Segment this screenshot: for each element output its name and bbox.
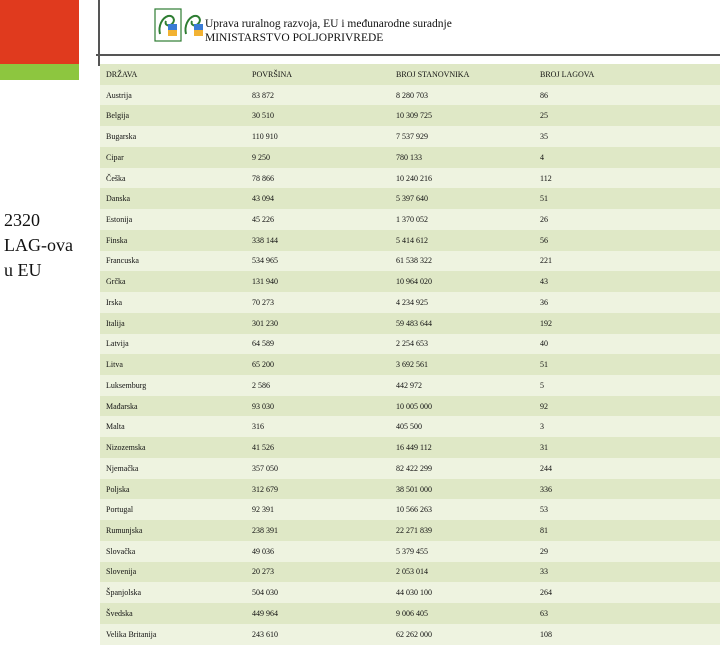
area-cell: 83 872 <box>246 85 390 106</box>
area-cell: 49 036 <box>246 541 390 562</box>
population-cell: 10 005 000 <box>390 396 534 417</box>
country-cell: Španjolska <box>100 582 246 603</box>
area-cell: 316 <box>246 416 390 437</box>
area-cell: 65 200 <box>246 354 390 375</box>
population-cell: 22 271 839 <box>390 520 534 541</box>
country-cell: Slovenija <box>100 562 246 583</box>
lag-count-cell: 92 <box>534 396 720 417</box>
lag-count-cell: 108 <box>534 624 720 645</box>
table-row <box>100 479 720 500</box>
column-header-country: DRŽAVA <box>100 64 246 85</box>
country-cell: Finska <box>100 230 246 251</box>
country-cell: Latvija <box>100 334 246 355</box>
column-header-population: BROJ STANOVNIKA <box>390 64 534 85</box>
country-cell: Portugal <box>100 499 246 520</box>
lag-count-cell: 112 <box>534 168 720 189</box>
lag-count-cell: 26 <box>534 209 720 230</box>
table-row <box>100 292 720 313</box>
area-cell: 78 866 <box>246 168 390 189</box>
population-cell: 10 240 216 <box>390 168 534 189</box>
population-cell: 7 537 929 <box>390 126 534 147</box>
population-cell: 1 370 052 <box>390 209 534 230</box>
population-cell: 44 030 100 <box>390 582 534 603</box>
lag-count-cell: 192 <box>534 313 720 334</box>
table-row <box>100 334 720 355</box>
population-cell: 61 538 322 <box>390 251 534 272</box>
table-row <box>100 499 720 520</box>
lag-count-cell: 56 <box>534 230 720 251</box>
table-row <box>100 458 720 479</box>
column-header-lag-count: BROJ LAGOVA <box>534 64 720 85</box>
lag-count-cell: 43 <box>534 271 720 292</box>
country-cell: Češka <box>100 168 246 189</box>
country-cell: Bugarska <box>100 126 246 147</box>
table-row <box>100 147 720 168</box>
country-cell: Velika Britanija <box>100 624 246 645</box>
population-cell: 10 964 020 <box>390 271 534 292</box>
area-cell: 534 965 <box>246 251 390 272</box>
table-row <box>100 313 720 334</box>
country-cell: Luksemburg <box>100 375 246 396</box>
header-title-line1: Uprava ruralnog razvoja, EU i međunarodne suradnje <box>205 18 452 30</box>
country-cell: Malta <box>100 416 246 437</box>
population-cell: 5 379 455 <box>390 541 534 562</box>
table-row <box>100 582 720 603</box>
area-cell: 449 964 <box>246 603 390 624</box>
table-row <box>100 188 720 209</box>
table-row <box>100 271 720 292</box>
table-row <box>100 562 720 583</box>
lag-table <box>100 64 720 645</box>
vertical-rule <box>98 0 100 66</box>
area-cell: 70 273 <box>246 292 390 313</box>
area-cell: 357 050 <box>246 458 390 479</box>
table-row <box>100 168 720 189</box>
lag-count-region: u EU <box>4 260 42 280</box>
lag-count-cell: 221 <box>534 251 720 272</box>
lag-count-cell: 31 <box>534 437 720 458</box>
table-header-row <box>100 64 720 85</box>
country-cell: Austrija <box>100 85 246 106</box>
area-cell: 64 589 <box>246 334 390 355</box>
population-cell: 38 501 000 <box>390 479 534 500</box>
population-cell: 10 309 725 <box>390 105 534 126</box>
table-row <box>100 375 720 396</box>
area-cell: 20 273 <box>246 562 390 583</box>
area-cell: 93 030 <box>246 396 390 417</box>
page-title <box>205 17 452 45</box>
population-cell: 62 262 000 <box>390 624 534 645</box>
area-cell: 43 094 <box>246 188 390 209</box>
table-row <box>100 437 720 458</box>
column-header-area: POVRŠINA <box>246 64 390 85</box>
population-cell: 2 053 014 <box>390 562 534 583</box>
lag-count-cell: 63 <box>534 603 720 624</box>
country-cell: Cipar <box>100 147 246 168</box>
table-row <box>100 230 720 251</box>
table-row <box>100 209 720 230</box>
population-cell: 59 483 644 <box>390 313 534 334</box>
lag-count-cell: 264 <box>534 582 720 603</box>
country-cell: Litva <box>100 354 246 375</box>
population-cell: 442 972 <box>390 375 534 396</box>
table-row <box>100 354 720 375</box>
table-row <box>100 105 720 126</box>
population-cell: 16 449 112 <box>390 437 534 458</box>
table-row <box>100 126 720 147</box>
population-cell: 2 254 653 <box>390 334 534 355</box>
lag-count-cell: 86 <box>534 85 720 106</box>
lag-count-cell: 40 <box>534 334 720 355</box>
lag-count-cell: 3 <box>534 416 720 437</box>
table-row <box>100 416 720 437</box>
population-cell: 405 500 <box>390 416 534 437</box>
area-cell: 301 230 <box>246 313 390 334</box>
lag-count-cell: 29 <box>534 541 720 562</box>
population-cell: 780 133 <box>390 147 534 168</box>
lag-count-cell: 53 <box>534 499 720 520</box>
lag-count-cell: 81 <box>534 520 720 541</box>
area-cell: 131 940 <box>246 271 390 292</box>
country-cell: Francuska <box>100 251 246 272</box>
table-row <box>100 396 720 417</box>
lag-count-cell: 336 <box>534 479 720 500</box>
lag-count-cell: 36 <box>534 292 720 313</box>
lag-count-cell: 5 <box>534 375 720 396</box>
country-cell: Njemačka <box>100 458 246 479</box>
area-cell: 30 510 <box>246 105 390 126</box>
population-cell: 3 692 561 <box>390 354 534 375</box>
lag-count-cell: 33 <box>534 562 720 583</box>
header-title-line2: MINISTARSTVO POLJOPRIVREDE <box>205 32 384 44</box>
table-row <box>100 603 720 624</box>
area-cell: 9 250 <box>246 147 390 168</box>
population-cell: 9 006 405 <box>390 603 534 624</box>
area-cell: 92 391 <box>246 499 390 520</box>
population-cell: 5 414 612 <box>390 230 534 251</box>
country-cell: Nizozemska <box>100 437 246 458</box>
population-cell: 4 234 925 <box>390 292 534 313</box>
table-row <box>100 85 720 106</box>
horizontal-rule <box>96 54 720 56</box>
table-row <box>100 624 720 645</box>
country-cell: Belgija <box>100 105 246 126</box>
country-cell: Slovačka <box>100 541 246 562</box>
country-cell: Grčka <box>100 271 246 292</box>
area-cell: 504 030 <box>246 582 390 603</box>
population-cell: 10 566 263 <box>390 499 534 520</box>
lag-count-cell: 4 <box>534 147 720 168</box>
table-row <box>100 541 720 562</box>
population-cell: 82 422 299 <box>390 458 534 479</box>
lag-count-cell: 25 <box>534 105 720 126</box>
area-cell: 2 586 <box>246 375 390 396</box>
table-row <box>100 251 720 272</box>
country-cell: Švedska <box>100 603 246 624</box>
country-cell: Mađarska <box>100 396 246 417</box>
area-cell: 243 610 <box>246 624 390 645</box>
area-cell: 238 391 <box>246 520 390 541</box>
population-cell: 5 397 640 <box>390 188 534 209</box>
lag-count-cell: 244 <box>534 458 720 479</box>
lag-count-cell: 51 <box>534 354 720 375</box>
country-cell: Rumunjska <box>100 520 246 541</box>
area-cell: 338 144 <box>246 230 390 251</box>
lag-count-number: 2320 <box>4 210 40 230</box>
lag-count-label <box>4 208 90 283</box>
lag-count-text: LAG-ova <box>4 235 73 255</box>
area-cell: 41 526 <box>246 437 390 458</box>
lag-count-cell: 35 <box>534 126 720 147</box>
country-cell: Italija <box>100 313 246 334</box>
country-cell: Danska <box>100 188 246 209</box>
country-cell: Poljska <box>100 479 246 500</box>
country-cell: Irska <box>100 292 246 313</box>
population-cell: 8 280 703 <box>390 85 534 106</box>
lag-count-cell: 51 <box>534 188 720 209</box>
area-cell: 45 226 <box>246 209 390 230</box>
sidebar-red-block-top <box>0 0 79 64</box>
area-cell: 312 679 <box>246 479 390 500</box>
area-cell: 110 910 <box>246 126 390 147</box>
table-row <box>100 520 720 541</box>
country-cell: Estonija <box>100 209 246 230</box>
